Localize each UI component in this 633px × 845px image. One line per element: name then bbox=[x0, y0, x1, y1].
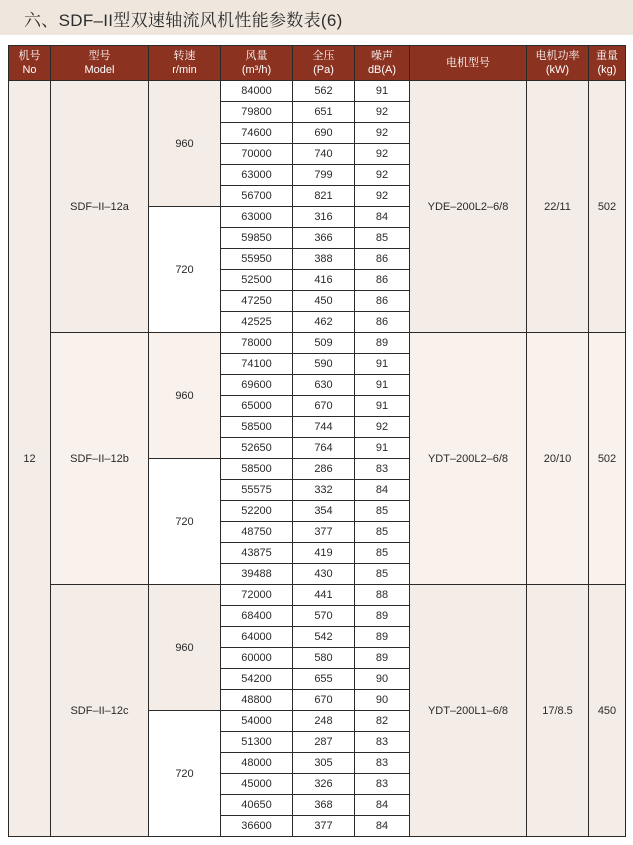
pressure-cell: 562 bbox=[293, 81, 355, 102]
airflow-cell: 51300 bbox=[221, 732, 293, 753]
motor-power-cell: 20/10 bbox=[527, 333, 589, 585]
airflow-cell: 68400 bbox=[221, 606, 293, 627]
airflow-cell: 43875 bbox=[221, 543, 293, 564]
airflow-cell: 48000 bbox=[221, 753, 293, 774]
airflow-cell: 79800 bbox=[221, 102, 293, 123]
noise-cell: 85 bbox=[355, 543, 410, 564]
noise-cell: 85 bbox=[355, 522, 410, 543]
pressure-cell: 377 bbox=[293, 816, 355, 837]
pressure-cell: 248 bbox=[293, 711, 355, 732]
pressure-cell: 377 bbox=[293, 522, 355, 543]
airflow-cell: 52200 bbox=[221, 501, 293, 522]
airflow-cell: 64000 bbox=[221, 627, 293, 648]
airflow-cell: 65000 bbox=[221, 396, 293, 417]
pressure-cell: 416 bbox=[293, 270, 355, 291]
pressure-cell: 316 bbox=[293, 207, 355, 228]
noise-cell: 92 bbox=[355, 165, 410, 186]
pressure-cell: 670 bbox=[293, 690, 355, 711]
header-machine-no: 机号 No bbox=[9, 46, 51, 81]
pressure-cell: 305 bbox=[293, 753, 355, 774]
weight-cell: 450 bbox=[589, 585, 626, 837]
weight-cell: 502 bbox=[589, 333, 626, 585]
motor-model-cell: YDE–200L2–6/8 bbox=[410, 81, 527, 333]
pressure-cell: 542 bbox=[293, 627, 355, 648]
airflow-cell: 74100 bbox=[221, 354, 293, 375]
page-title: 六、SDF–II型双速轴流风机性能参数表(6) bbox=[24, 11, 343, 30]
noise-cell: 91 bbox=[355, 396, 410, 417]
airflow-cell: 84000 bbox=[221, 81, 293, 102]
pressure-cell: 388 bbox=[293, 249, 355, 270]
pressure-cell: 590 bbox=[293, 354, 355, 375]
motor-model-cell: YDT–200L2–6/8 bbox=[410, 333, 527, 585]
airflow-cell: 55575 bbox=[221, 480, 293, 501]
noise-cell: 89 bbox=[355, 627, 410, 648]
pressure-cell: 287 bbox=[293, 732, 355, 753]
airflow-cell: 70000 bbox=[221, 144, 293, 165]
pressure-cell: 430 bbox=[293, 564, 355, 585]
pressure-cell: 651 bbox=[293, 102, 355, 123]
airflow-cell: 54200 bbox=[221, 669, 293, 690]
motor-model-cell: YDT–200L1–6/8 bbox=[410, 585, 527, 837]
airflow-cell: 78000 bbox=[221, 333, 293, 354]
airflow-cell: 42525 bbox=[221, 312, 293, 333]
airflow-cell: 48750 bbox=[221, 522, 293, 543]
noise-cell: 89 bbox=[355, 606, 410, 627]
noise-cell: 85 bbox=[355, 228, 410, 249]
model-name-cell: SDF–II–12a bbox=[51, 81, 149, 333]
noise-cell: 92 bbox=[355, 417, 410, 438]
noise-cell: 92 bbox=[355, 144, 410, 165]
airflow-cell: 63000 bbox=[221, 207, 293, 228]
pressure-cell: 366 bbox=[293, 228, 355, 249]
speed-cell: 960 bbox=[149, 585, 221, 711]
airflow-cell: 72000 bbox=[221, 585, 293, 606]
header-noise: 噪声 dB(A) bbox=[355, 46, 410, 81]
pressure-cell: 286 bbox=[293, 459, 355, 480]
noise-cell: 92 bbox=[355, 123, 410, 144]
airflow-cell: 39488 bbox=[221, 564, 293, 585]
noise-cell: 86 bbox=[355, 312, 410, 333]
pressure-cell: 690 bbox=[293, 123, 355, 144]
table-body bbox=[9, 81, 626, 837]
speed-cell: 720 bbox=[149, 207, 221, 333]
airflow-cell: 59850 bbox=[221, 228, 293, 249]
table-row bbox=[9, 585, 626, 606]
noise-cell: 84 bbox=[355, 816, 410, 837]
speed-cell: 720 bbox=[149, 459, 221, 585]
table-row bbox=[9, 81, 626, 102]
pressure-cell: 509 bbox=[293, 333, 355, 354]
model-name-cell: SDF–II–12b bbox=[51, 333, 149, 585]
header-motor-power: 电机功率 (kW) bbox=[527, 46, 589, 81]
pressure-cell: 655 bbox=[293, 669, 355, 690]
speed-cell: 960 bbox=[149, 333, 221, 459]
weight-cell: 502 bbox=[589, 81, 626, 333]
noise-cell: 84 bbox=[355, 795, 410, 816]
airflow-cell: 47250 bbox=[221, 291, 293, 312]
noise-cell: 83 bbox=[355, 753, 410, 774]
header-motor-model: 电机型号 bbox=[410, 46, 527, 81]
noise-cell: 92 bbox=[355, 186, 410, 207]
noise-cell: 86 bbox=[355, 249, 410, 270]
machine-no-cell: 12 bbox=[9, 81, 51, 837]
pressure-cell: 332 bbox=[293, 480, 355, 501]
airflow-cell: 45000 bbox=[221, 774, 293, 795]
motor-power-cell: 17/8.5 bbox=[527, 585, 589, 837]
performance-table bbox=[8, 45, 626, 837]
header-pressure: 全压 (Pa) bbox=[293, 46, 355, 81]
noise-cell: 84 bbox=[355, 207, 410, 228]
pressure-cell: 630 bbox=[293, 375, 355, 396]
noise-cell: 89 bbox=[355, 648, 410, 669]
airflow-cell: 74600 bbox=[221, 123, 293, 144]
noise-cell: 86 bbox=[355, 291, 410, 312]
pressure-cell: 744 bbox=[293, 417, 355, 438]
pressure-cell: 419 bbox=[293, 543, 355, 564]
pressure-cell: 326 bbox=[293, 774, 355, 795]
noise-cell: 89 bbox=[355, 333, 410, 354]
airflow-cell: 54000 bbox=[221, 711, 293, 732]
noise-cell: 83 bbox=[355, 774, 410, 795]
pressure-cell: 368 bbox=[293, 795, 355, 816]
airflow-cell: 56700 bbox=[221, 186, 293, 207]
header-weight: 重量 (kg) bbox=[589, 46, 626, 81]
noise-cell: 85 bbox=[355, 564, 410, 585]
pressure-cell: 570 bbox=[293, 606, 355, 627]
noise-cell: 91 bbox=[355, 375, 410, 396]
header-speed: 转速 r/min bbox=[149, 46, 221, 81]
airflow-cell: 60000 bbox=[221, 648, 293, 669]
pressure-cell: 441 bbox=[293, 585, 355, 606]
pressure-cell: 450 bbox=[293, 291, 355, 312]
airflow-cell: 58500 bbox=[221, 417, 293, 438]
noise-cell: 91 bbox=[355, 354, 410, 375]
header-model: 型号 Model bbox=[51, 46, 149, 81]
airflow-cell: 52500 bbox=[221, 270, 293, 291]
airflow-cell: 48800 bbox=[221, 690, 293, 711]
motor-power-cell: 22/11 bbox=[527, 81, 589, 333]
noise-cell: 86 bbox=[355, 270, 410, 291]
airflow-cell: 55950 bbox=[221, 249, 293, 270]
noise-cell: 82 bbox=[355, 711, 410, 732]
pressure-cell: 821 bbox=[293, 186, 355, 207]
header-airflow: 风量 (m³/h) bbox=[221, 46, 293, 81]
noise-cell: 85 bbox=[355, 501, 410, 522]
pressure-cell: 354 bbox=[293, 501, 355, 522]
noise-cell: 90 bbox=[355, 669, 410, 690]
airflow-cell: 52650 bbox=[221, 438, 293, 459]
noise-cell: 91 bbox=[355, 438, 410, 459]
noise-cell: 83 bbox=[355, 459, 410, 480]
noise-cell: 84 bbox=[355, 480, 410, 501]
model-name-cell: SDF–II–12c bbox=[51, 585, 149, 837]
speed-cell: 720 bbox=[149, 711, 221, 837]
noise-cell: 90 bbox=[355, 690, 410, 711]
airflow-cell: 58500 bbox=[221, 459, 293, 480]
noise-cell: 92 bbox=[355, 102, 410, 123]
pressure-cell: 580 bbox=[293, 648, 355, 669]
airflow-cell: 40650 bbox=[221, 795, 293, 816]
title-bar bbox=[0, 0, 633, 35]
speed-cell: 960 bbox=[149, 81, 221, 207]
airflow-cell: 36600 bbox=[221, 816, 293, 837]
pressure-cell: 462 bbox=[293, 312, 355, 333]
noise-cell: 83 bbox=[355, 732, 410, 753]
pressure-cell: 764 bbox=[293, 438, 355, 459]
airflow-cell: 69600 bbox=[221, 375, 293, 396]
table-row bbox=[9, 333, 626, 354]
pressure-cell: 670 bbox=[293, 396, 355, 417]
pressure-cell: 799 bbox=[293, 165, 355, 186]
table-header bbox=[9, 46, 626, 81]
noise-cell: 91 bbox=[355, 81, 410, 102]
noise-cell: 88 bbox=[355, 585, 410, 606]
pressure-cell: 740 bbox=[293, 144, 355, 165]
airflow-cell: 63000 bbox=[221, 165, 293, 186]
